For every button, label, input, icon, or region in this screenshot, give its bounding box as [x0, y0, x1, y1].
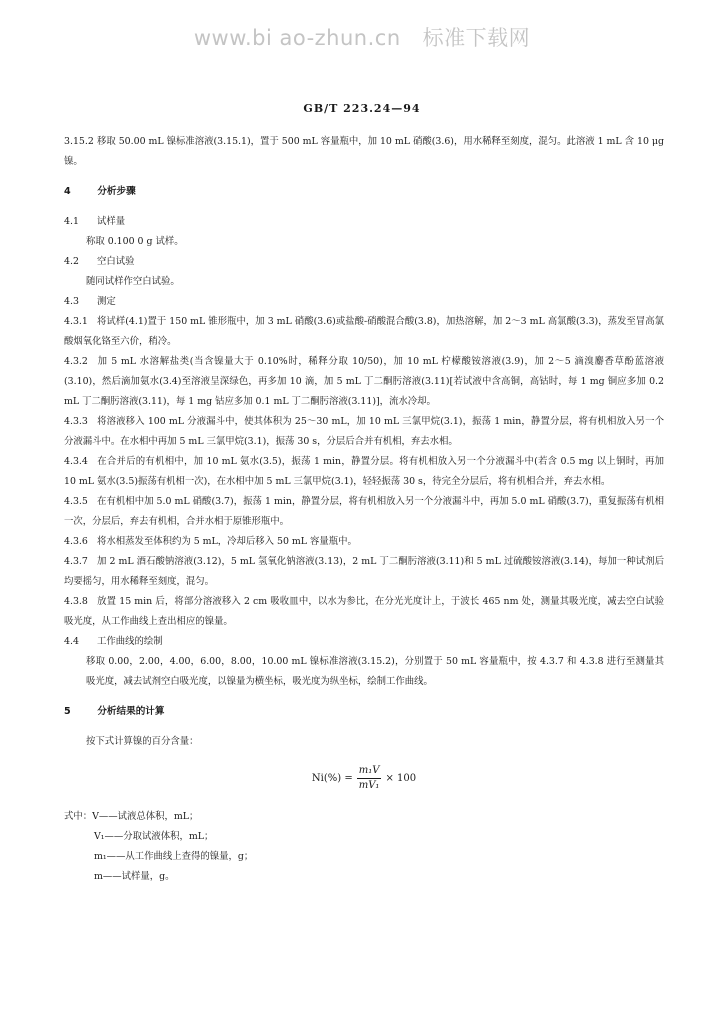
clause-4-1: 4.1 试样量: [64, 216, 126, 227]
formula-numerator: m₁V: [357, 764, 382, 779]
clause-3-15-2: 3.15.2 移取 50.00 mL 镍标准溶液(3.15.1)，置于 500 mL 容量瓶中，加 10 mL 硝酸(3.6)，用水稀释至刻度，混匀。此溶液 1 mL 含 10 μg 镍。: [64, 136, 664, 167]
section-heading-4: 4 分析步骤: [64, 186, 136, 197]
formula-fraction: [357, 764, 382, 793]
formula-lhs: Ni(%) =: [311, 772, 353, 784]
definition-m: m——试样量，g。: [94, 871, 175, 882]
clause-4-3-1: 4.3.1 将试样(4.1)置于 150 mL 锥形瓶中，加 3 mL 硝酸(3.6)或盐酸-硝酸混合酸(3.8)，加热溶解，加 2～3 mL 高氯酸(3.3)，蒸发至冒高氯酸烟氧化铬至六价，稍冷。: [64, 316, 664, 347]
nickel-formula: [64, 764, 664, 793]
definition-m1: m₁——从工作曲线上查得的镍量，g；: [94, 851, 254, 862]
watermark-site: 标准下载网: [422, 26, 531, 50]
clause-4-3-6: 4.3.6 将水相蒸发至体积约为 5 mL，冷却后移入 50 mL 容量瓶中。: [64, 536, 357, 547]
definition-v: 式中：V——试液总体积，mL；: [64, 811, 199, 822]
watermark: [0, 22, 724, 52]
clause-4-4-body: 移取 0.00，2.00，4.00，6.00，8.00，10.00 mL 镍标准溶液(3.15.2)，分别置于 50 mL 容量瓶中，按 4.3.7 和 4.3.8 进行至测量其吸光度，减去试剂空白吸光度，以镍量为横坐标，吸光度为纵坐标，绘制工作曲线。: [86, 656, 664, 687]
clause-4-3-3: 4.3.3 将溶液移入 100 mL 分液漏斗中，使其体积为 25～30 mL，加 10 mL 三氯甲烷(3.1)，振荡 1 min，静置分层，将有机相放入另一个分液漏斗中。在水相中再加 5 mL 三氯甲烷(3.1)，振荡 30 s，分层后合并有机相，弃去水相。: [64, 416, 664, 447]
watermark-url: www.bi ao-zhun.cn: [193, 26, 401, 50]
clause-4-3: 4.3 测定: [64, 296, 116, 307]
section-heading-5: 5 分析结果的计算: [64, 706, 165, 717]
formula-intro: 按下式计算镍的百分含量：: [86, 736, 199, 747]
clause-4-3-5: 4.3.5 在有机相中加 5.0 mL 硝酸(3.7)，振荡 1 min，静置分层，将有机相放入另一个分液漏斗中，再加 5.0 mL 硝酸(3.7)，重复振荡有机相一次，分层后，弃去有机相，合并水相于原锥形瓶中。: [64, 496, 665, 527]
clause-4-3-2: 4.3.2 加 5 mL 水溶解盐类(当含镍量大于 0.10%时，稀释分取 10/50)，加 10 mL 柠檬酸铵溶液(3.9)，加 2～5 滴溴麝香草酚蓝溶液(3.10)，然后滴加氨水(3.4)至溶液呈深绿色，再多加 10 滴，加 5 mL 丁二酮肟溶液(3.11)[若试液中含高铜，高钴时，每 1 mg 铜应多加 0.2 mL 丁二酮肟溶液(3.11)，每 1 mg 钴应多加 0.1 mL 丁二酮肟溶液(3.11)]，流水冷却。: [64, 356, 664, 407]
formula-denominator: mV₁: [358, 780, 380, 791]
definition-v1: V₁——分取试液体积，mL；: [94, 831, 214, 842]
standard-code-header: GB/T 223.24—94: [303, 102, 421, 115]
clause-4-1-body: 称取 0.100 0 g 试样。: [86, 236, 184, 247]
clause-4-3-7: 4.3.7 加 2 mL 酒石酸钠溶液(3.12)，5 mL 氢氧化钠溶液(3.13)，2 mL 丁二酮肟溶液(3.11)和 5 mL 过硫酸铵溶液(3.14)，每加一种试剂后均要摇匀，用水稀释至刻度，混匀。: [64, 556, 664, 587]
clause-4-2: 4.2 空白试验: [64, 256, 135, 267]
clause-4-2-body: 随同试样作空白试验。: [86, 276, 180, 287]
clause-4-3-8: 4.3.8 放置 15 min 后，将部分溶液移入 2 cm 吸收皿中，以水为参比，在分光光度计上，于波长 465 nm 处，测量其吸光度，减去空白试验吸光度，从工作曲线上查出相应的镍量。: [64, 596, 665, 627]
clause-4-4: 4.4 工作曲线的绘制: [64, 636, 163, 647]
document-body: [64, 132, 664, 887]
clause-4-3-4: 4.3.4 在合并后的有机相中，加 10 mL 氨水(3.5)，振荡 1 min，静置分层。将有机相放入另一个分液漏斗中(若含 0.5 mg 以上铜时，再加 10 mL 氨水(3.5)振荡有机相一次)，在水相中加 5 mL 三氯甲烷(3.1)，轻轻振荡 30 s，待完全分层后，将有机相合并，弃去水相。: [64, 456, 664, 487]
variable-definitions: [64, 807, 664, 887]
formula-rhs: × 100: [385, 772, 417, 784]
